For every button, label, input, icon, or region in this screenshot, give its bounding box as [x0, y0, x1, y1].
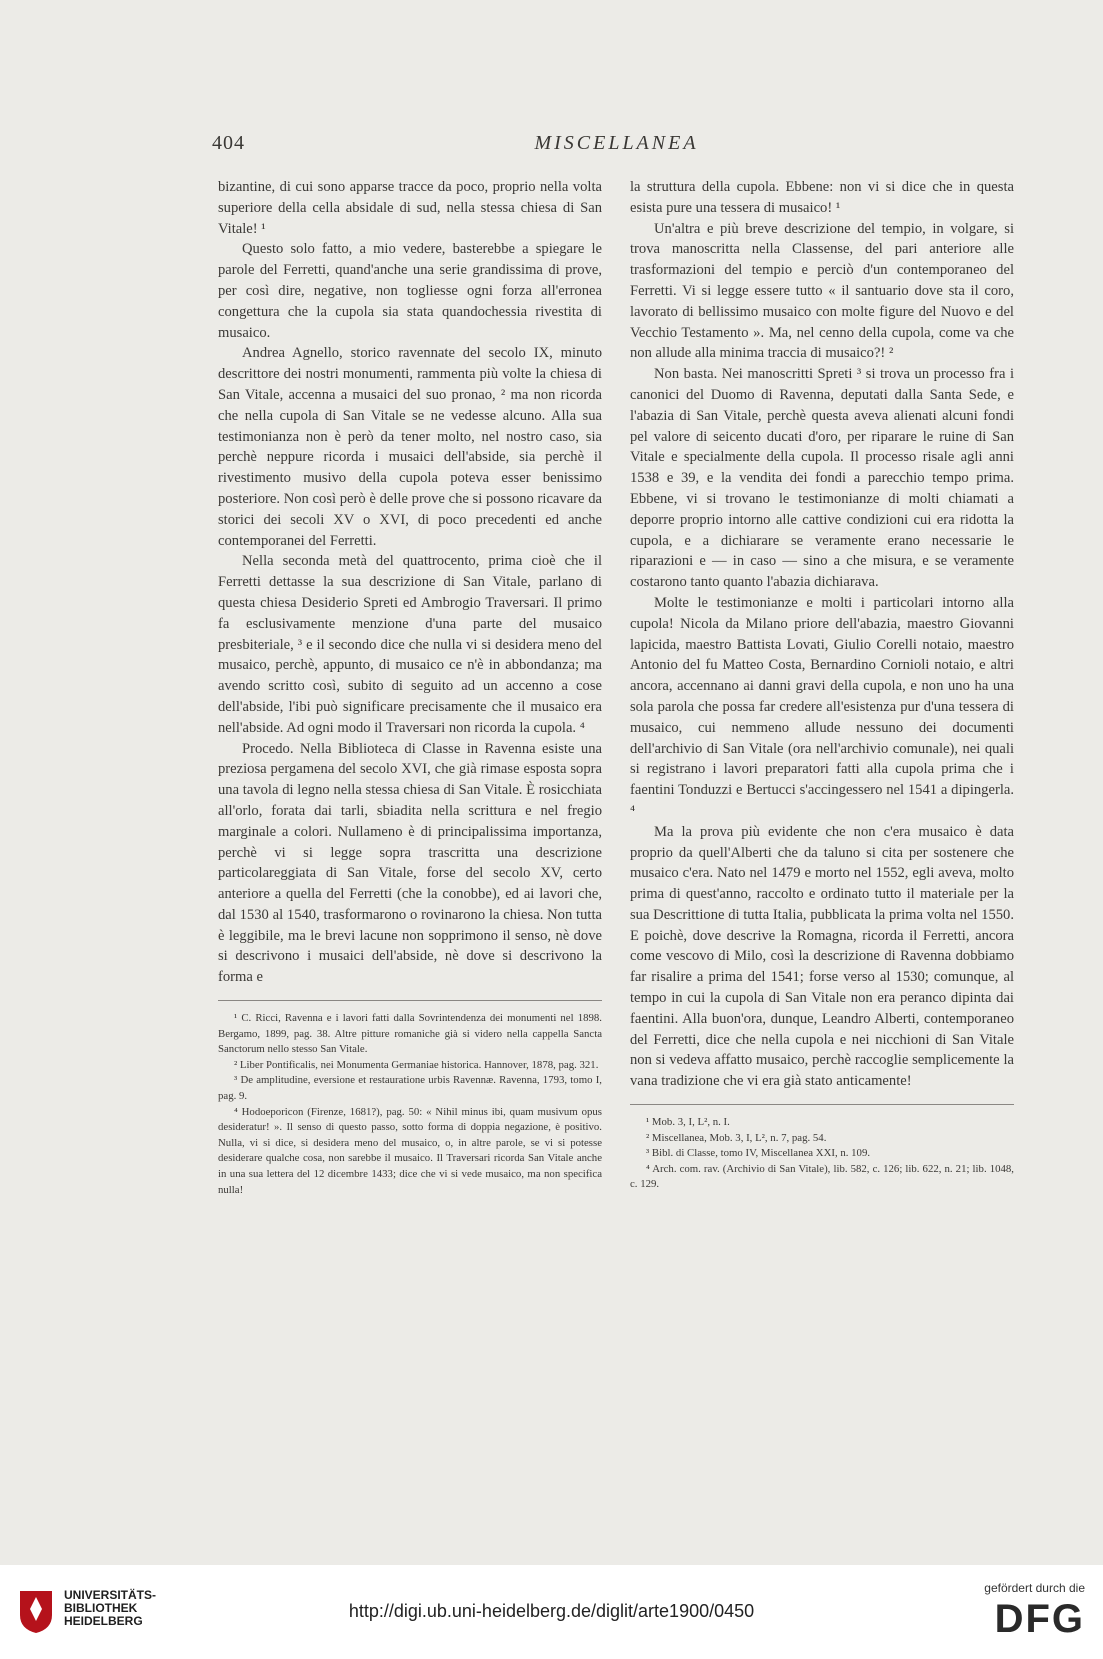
footnote: ³ De amplitudine, eversione et restauratione urbis Ravennæ. Ravenna, 1793, tomo I, pag. 9. [218, 1074, 602, 1103]
right-body [630, 177, 1014, 1092]
right-footnotes [630, 1115, 1014, 1193]
paragraph: Molte le testimonianze e molti i particolari intorno alla cupola! Nicola da Milano priore dell'abazia, maestro Giovanni lapicida, maestro Battista Lovati, Giulio Corelli notaio, maestro Antonio del fu Matteo Costa, Bernardino Cornioli notaio, e altri ancora, accennano ai danni gravi della cupola, e non uno ha una sola parola che possa far credere all'esistenza pur d'una tessera di musaico, cui nemmeno allude nessuno dei documenti dell'archivio di San Vitale (ora nell'archivio comunale), nei quali si registrano i lavori preparatori fatti alla cupola prima che i faentini Tonduzzi e Bertucci s'accingessero nel 1541 a dipingerla. ⁴ [630, 594, 1014, 819]
footnote: ² Miscellanea, Mob. 3, I, L², n. 7, pag. 54. [646, 1131, 827, 1144]
footnote: ² Liber Pontificalis, nei Monumenta Germaniae historica. Hannover, 1878, pag. 321. [234, 1058, 599, 1071]
funder-block [945, 1581, 1085, 1642]
dfg-logo[interactable]: DFG [994, 1597, 1085, 1641]
paragraph: Ma la prova più evidente che non c'era musaico è data proprio da quell'Alberti che da taluno si cita per sostenere che musaico c'era. Nato nel 1479 e morto nel 1552, egli aveva, molto prima di quest'anno, raccolto e ordinato tutto il materiale per la sua Descrittione di tutta Italia, pubblicata la prima volta nel 1550. E poichè, dove descrive la Romagna, ricorda il Ferretti, ancora come vescovo di Milo, così la descrizione di Ravenna dobbiamo far risalire a prima del 1541; forse verso al 1530; comunque, al tempo in cui la cupola di San Vitale non era peranco dipinta dai faentini. Alla buon'ora, dunque, Leandro Alberti, contemporaneo del Ferretti, dice che nella cupola e nei nicchioni di San Vitale non si vedeva affatto musaico, perchè raccoglie semplicemente la vana tradizione che vi era già stato anticamente! [630, 823, 1014, 1090]
footnote: ¹ C. Ricci, Ravenna e i lavori fatti dalla Sovrintendenza dei monumenti nel 1898. Bergamo, 1899, pag. 38. Altre pitture romaniche già si videro nella cappella Sancta Sanctorum nello stesso San Vitale. [218, 1012, 602, 1056]
ub-logo-text: UNIVERSITÄTS- BIBLIOTHEK HEIDELBERG [64, 1588, 157, 1628]
paragraph: bizantine, di cui sono apparse tracce da poco, proprio nella volta superiore della cella absidale di sud, nella stessa chiesa di San Vitale! ¹ [218, 179, 602, 237]
paragraph: Nella seconda metà del quattrocento, prima cioè che il Ferretti dettasse la sua descrizione di San Vitale, parlano di questa chiesa Desiderio Spreti ed Ambrogio Traversari. Il primo fa esclusivamente menzione d'una parte del musaico presbiteriale, ³ e il secondo dice che nulla vi si desidera meno del musaico, perchè, appunto, di musaico ce n'è in abbondanza; ma avendo scritto così, subito di seguito ad un accenno a cose dell'abside, l'ibi può significare precisamente che il musaico era nell'abside. Ad ogni modo il Traversari non ricorda la cupola. ⁴ [218, 553, 602, 736]
left-footnotes [218, 1011, 602, 1198]
page-header [212, 132, 1021, 162]
footnote-divider [218, 1000, 602, 1001]
right-column [630, 177, 1014, 1193]
paragraph: Questo solo fatto, a mio vedere, basterebbe a spiegare le parole del Ferretti, quand'anche una serie grandissima di prove, per così dire, negative, non togliesse ogni forza all'erronea congettura che la cupola sia stata quandochessia rivestita di musaico. [218, 241, 602, 341]
paragraph: Andrea Agnello, storico ravennate del secolo IX, minuto descrittore dei nostri monumenti, rammenta più volte la chiesa di San Vitale, accenna a musaici del suo pronao, ² ma non ricorda che nella cupola di San Vitale se ne vedesse alcuno. Alla sua testimonianza non è però da tener molto, nel nostro caso, sia perchè neppure ricorda i musaici dell'abside, sia perchè il rivestimento musivo della cupola poteva esser benissimo posteriore. Non così però è delle prove che si possono ricavare da storici dei secoli XV o XVI, di poco precedenti ed anche contemporanei del Ferretti. [218, 345, 602, 549]
paragraph: Un'altra e più breve descrizione del tempio, in volgare, si trova manoscritta nella Classense, del pari anteriore alle trasformazioni del tempio e perciò d'un contemporaneo del Ferretti. Vi si legge essere tutto « il santuario dove sta il coro, lavorato di bellissimo musaico con molte figure del Nuovo e del Vecchio Testamento ». Ma, nel cenno della cupola, come va che non allude alla minima traccia di musaico?! ² [630, 220, 1014, 362]
paragraph: Non basta. Nei manoscritti Spreti ³ si trova un processo fra i canonici del Duomo di Ravenna, deputati dalla Santa Sede, e l'abazia di San Vitale, perchè questa aveva alienati alcuni fondi pel valore di seicento ducati d'oro, per riparare le ruine di San Vitale e specialmente della cupola. Il processo risale agli anni 1538 e 39, e la vendita dei fondi a parecchio tempo prima. Ebbene, vi si trovano le testimonianze di molti chiamati a deporre proprio intorno alle cattive condizioni cui era ridotta la cupola, e a dichiarare se veramente erano necessarie le riparazioni e — in caso — sino a che misura, e se veramente costarono tanto quanto l'abazia dichiarava. [630, 366, 1014, 591]
page-number: 404 [212, 132, 245, 154]
footnote: ⁴ Hodoeporicon (Firenze, 1681?), pag. 50: « Nihil minus ibi, quam musivum opus desideratur! ». Il senso di questo passo, sotto forma di doppia negazione, è positivo. Nulla, vi si dice, si desidera meno del musaico, o, in altre parole, se vi si potesse desiderare qualche cosa, non sarebbe il musaico. Il Traversari ricorda San Vitale anche in una sua lettera del 12 dicembre 1433; dice che vi si vede musaico, ma non specifica nulla! [218, 1105, 602, 1196]
footnote-divider [630, 1104, 1014, 1105]
footnote: ¹ Mob. 3, I, L², n. I. [646, 1116, 730, 1129]
left-body [218, 177, 602, 988]
footnote: ⁴ Arch. com. rav. (Archivio di San Vitale), lib. 582, c. 126; lib. 622, n. 21; lib. 1048, c. 129. [630, 1162, 1014, 1191]
funding-caption: gefördert durch die [984, 1581, 1085, 1595]
document-url-link[interactable]: http://digi.ub.uni-heidelberg.de/diglit/arte1900/0450 [348, 1601, 755, 1621]
footer-bar [0, 1565, 1103, 1659]
left-column [218, 177, 602, 1198]
running-title: MISCELLANEA [534, 132, 699, 154]
paragraph: Procedo. Nella Biblioteca di Classe in Ravenna esiste una preziosa pergamena del secolo XVI, che già rimase esposta sopra una tavola di legno nella stessa chiesa di San Vitale. È rosicchiata all'orlo, forata dai tarli, sbiadita nella scrittura e nel fregio marginale a colori. Nullameno è di principalissima importanza, perchè vi si legge sopra trascritta una descrizione particolareggiata di San Vitale, forse del secolo XV, certo anteriore a quella del Ferretti (che la conobbe), ed ai lavori che, dal 1530 al 1540, trasformarono o rovinarono la chiesa. Non tutta è leggibile, ma le brevi lacune non sopprimono il senso, nè dove si descrivono i musaici dell'abside, nè dove si descrivono la forma e [218, 740, 602, 986]
footnote: ³ Bibl. di Classe, tomo IV, Miscellanea XXI, n. 109. [646, 1147, 871, 1160]
paragraph: la struttura della cupola. Ebbene: non vi si dice che in questa esista pure una tessera di musaico! ¹ [630, 179, 1014, 216]
